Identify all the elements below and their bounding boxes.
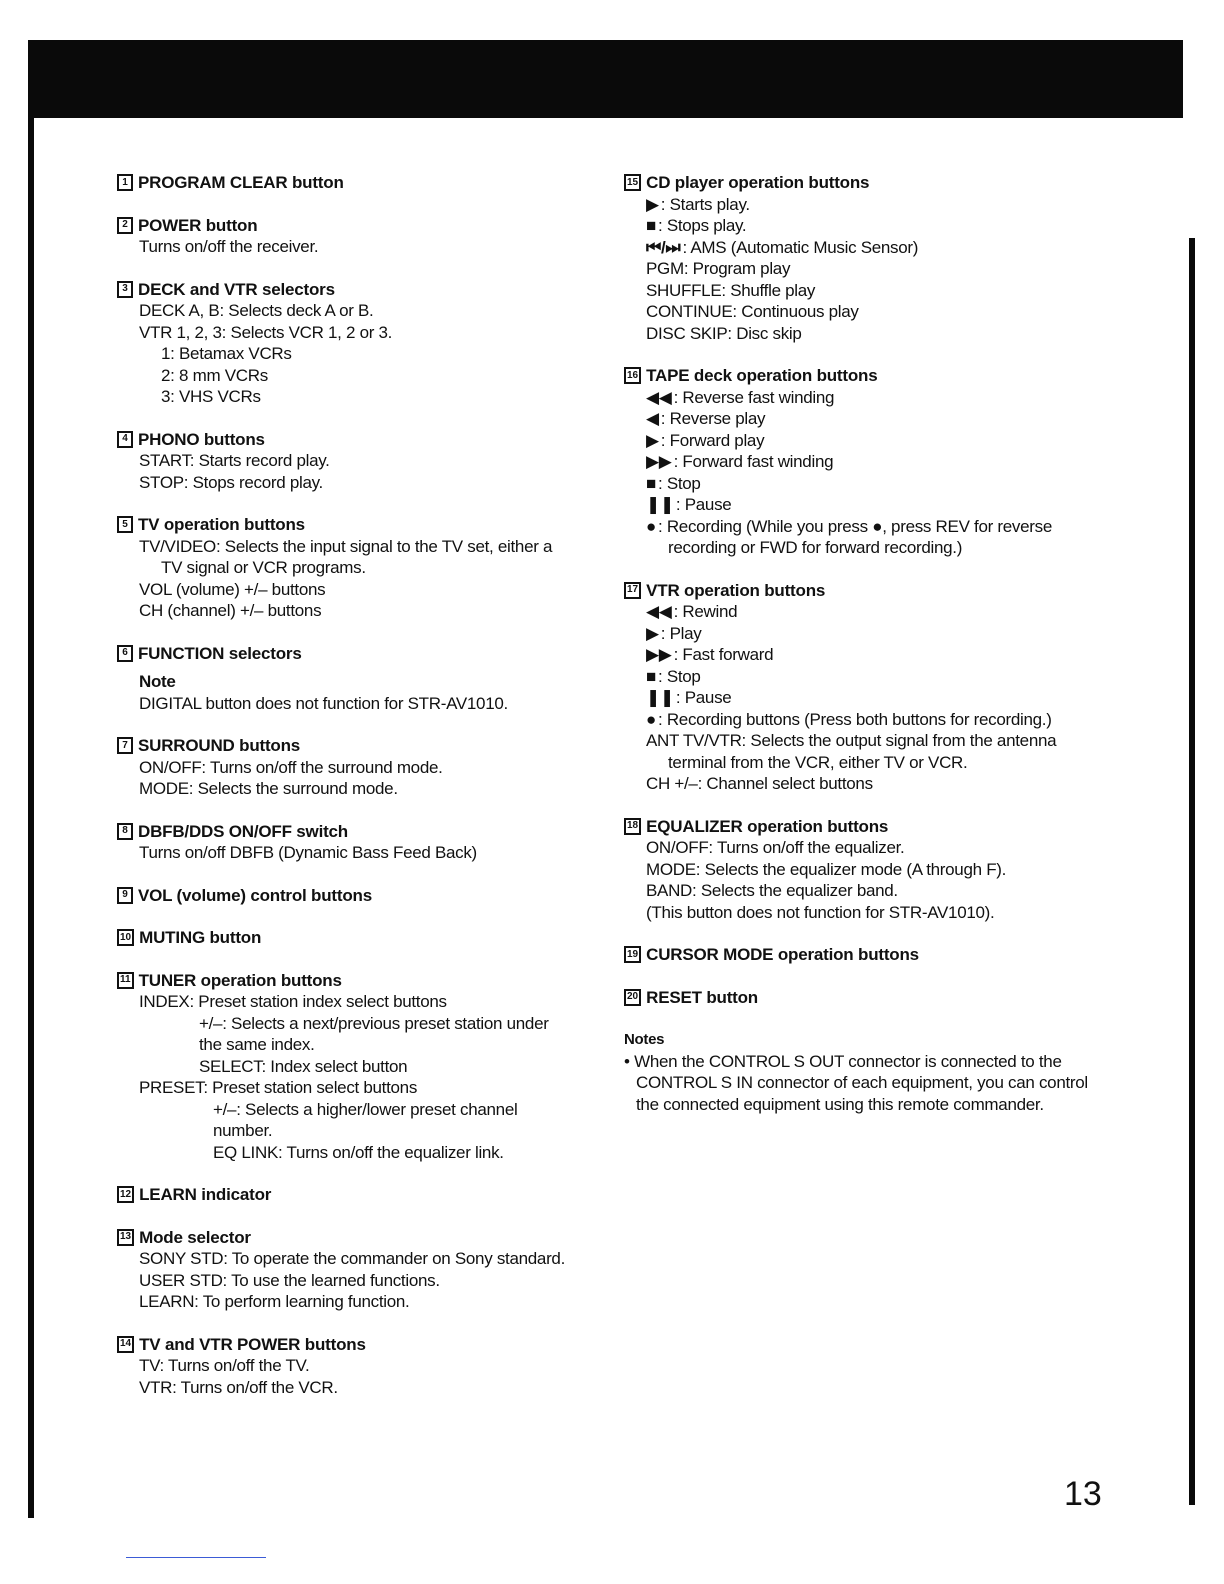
description-text: DISC SKIP: Disc skip: [646, 323, 802, 343]
section-title: PROGRAM CLEAR button: [138, 173, 344, 192]
description-text: : Forward play: [660, 430, 765, 450]
section-body: [117, 1248, 607, 1313]
transport-symbol-icon: ■: [646, 666, 656, 686]
section-title: CD player operation buttons: [646, 173, 870, 192]
section-16: [624, 365, 1104, 559]
section-number-box: 9: [117, 887, 133, 904]
description-line: [139, 1099, 607, 1121]
description-text: 1: Betamax VCRs: [161, 344, 292, 363]
section-14: [117, 1334, 607, 1399]
description-text: PGM: Program play: [646, 259, 791, 278]
description-line: [646, 387, 1104, 409]
section-title: Mode selector: [139, 1227, 251, 1247]
description-line: [139, 757, 607, 779]
description-text: : Stops play.: [657, 216, 747, 235]
section-number-box: 20: [624, 989, 641, 1006]
description-line: [139, 472, 607, 494]
transport-symbol-icon: ▶▶: [646, 645, 672, 664]
section-number-box: 2: [117, 217, 133, 234]
description-line: [139, 450, 607, 472]
section-body: [117, 450, 607, 493]
description-line: [139, 1034, 607, 1056]
description-line: [139, 557, 607, 579]
section-7: [117, 735, 607, 800]
description-text: INDEX: Preset station index select buttons: [139, 992, 447, 1011]
notes-item: • When the CONTROL S OUT connector is connected to the CONTROL S IN connector of each equipment, you can control the connected equipment using this remote commander.: [624, 1051, 1088, 1114]
description-text: (This button does not function for STR-AV1010).: [646, 902, 995, 922]
description-text: EQ LINK: Turns on/off the equalizer link.: [213, 1142, 504, 1162]
section-title: DBFB/DDS ON/OFF switch: [138, 821, 348, 841]
description-line: [646, 902, 1104, 924]
section-heading: [117, 429, 607, 451]
section-title: TV and VTR POWER buttons: [139, 1334, 366, 1354]
section-body: [117, 236, 607, 258]
section-title: MUTING button: [139, 928, 262, 947]
section-heading: [117, 885, 607, 907]
description-text: ON/OFF: Turns on/off the surround mode.: [139, 757, 443, 777]
section-10: [117, 927, 607, 949]
transport-symbol-icon: ■: [646, 473, 656, 493]
description-line: [646, 215, 1104, 237]
section-1: [117, 172, 607, 194]
section-heading: [117, 1227, 607, 1249]
description-text: TV/VIDEO: Selects the input signal to the TV set, either a: [139, 536, 553, 556]
section-body: [117, 757, 607, 800]
section-17: [624, 580, 1104, 795]
description-line: [646, 258, 1104, 280]
description-text: Turns on/off the receiver.: [139, 237, 319, 256]
description-text: DIGITAL button does not function for STR-AV1010.: [139, 693, 508, 713]
section-body: [624, 387, 1104, 559]
description-line: [139, 778, 607, 800]
description-text: number.: [213, 1121, 273, 1140]
section-8: [117, 821, 607, 864]
description-line: [139, 1355, 607, 1377]
section-heading: [624, 944, 1104, 966]
right-sections: [624, 172, 1104, 1008]
description-text: LEARN: To perform learning function.: [139, 1292, 410, 1311]
description-line: [646, 687, 1104, 709]
section-number-box: 15: [624, 174, 641, 191]
section-2: [117, 215, 607, 258]
description-text: : Fast forward: [673, 645, 774, 664]
section-body: [117, 991, 607, 1163]
description-text: : Rewind: [673, 602, 738, 621]
section-heading: [117, 821, 607, 843]
description-text: the same index.: [199, 1035, 315, 1054]
section-number-box: 16: [624, 367, 641, 384]
transport-symbol-icon: ●: [646, 709, 656, 729]
section-18: [624, 816, 1104, 924]
description-line: [139, 1377, 607, 1399]
description-text: VOL (volume) +/– buttons: [139, 579, 326, 599]
section-13: [117, 1227, 607, 1313]
transport-symbol-icon: ◀: [646, 409, 659, 428]
description-text: : Recording (While you press ●, press REV for reverse recording or FWD for forward recording.): [657, 516, 1052, 557]
description-text: : Stop: [657, 666, 701, 686]
description-line: [646, 301, 1104, 323]
description-text: CONTINUE: Continuous play: [646, 302, 859, 321]
description-text: 3: VHS VCRs: [161, 387, 261, 406]
section-body: [117, 1355, 607, 1398]
description-line: [646, 644, 1104, 666]
transport-symbol-icon: ■: [646, 216, 656, 235]
section-body: [624, 601, 1104, 795]
page-number: 13: [1064, 1475, 1102, 1513]
section-title: SURROUND buttons: [138, 736, 301, 755]
section-11: [117, 970, 607, 1164]
right-margin-rule: [1189, 238, 1195, 1505]
section-heading: [117, 643, 607, 665]
description-line: [646, 280, 1104, 302]
transport-symbol-icon: ▶: [646, 430, 659, 450]
section-title: VTR operation buttons: [646, 580, 826, 600]
description-text: STOP: Stops record play.: [139, 472, 323, 492]
section-4: [117, 429, 607, 494]
section-title: DECK and VTR selectors: [138, 279, 335, 299]
description-line: [646, 730, 1104, 752]
description-line: [139, 693, 607, 715]
section-number-box: 7: [117, 737, 133, 754]
transport-symbol-icon: ▶▶: [646, 452, 672, 471]
section-title: POWER button: [138, 215, 258, 235]
description-line: [646, 773, 1104, 795]
section-19: [624, 944, 1104, 966]
description-text: TV signal or VCR programs.: [161, 558, 366, 577]
section-title: LEARN indicator: [139, 1185, 272, 1204]
description-line: [139, 365, 607, 387]
section-title: TAPE deck operation buttons: [646, 366, 878, 385]
description-line: [139, 236, 607, 258]
description-line: [139, 1077, 607, 1099]
section-heading: [117, 1334, 607, 1356]
section-heading: [624, 365, 1104, 387]
section-body: [624, 194, 1104, 345]
description-text: : Starts play.: [660, 194, 750, 214]
description-line: [646, 194, 1104, 216]
transport-symbol-icon: ⏮/⏭: [646, 237, 681, 257]
header-bar: [28, 40, 1183, 118]
description-text: : Pause: [675, 688, 732, 707]
description-text: BAND: Selects the equalizer band.: [646, 881, 898, 900]
description-text: : Pause: [675, 495, 732, 514]
description-text: : Reverse fast winding: [673, 387, 835, 407]
section-20: [624, 987, 1104, 1009]
section-9: [117, 885, 607, 907]
section-number-box: 1: [117, 174, 133, 191]
description-line: [139, 1056, 607, 1078]
section-heading: [117, 927, 607, 949]
section-heading: [117, 970, 607, 992]
transport-symbol-icon: ❚❚: [646, 495, 674, 514]
description-text: MODE: Selects the equalizer mode (A through F).: [646, 859, 1007, 879]
section-heading: [117, 1184, 607, 1206]
description-line: [139, 600, 607, 622]
section-heading: [117, 215, 607, 237]
description-line: [139, 300, 607, 322]
description-line: [646, 430, 1104, 452]
description-line: [139, 1120, 607, 1142]
section-title: TUNER operation buttons: [138, 970, 342, 990]
section-heading: [624, 172, 1104, 194]
description-text: : Play: [660, 623, 702, 643]
description-text: TV: Turns on/off the TV.: [139, 1356, 310, 1375]
description-line: [646, 837, 1104, 859]
description-line: [139, 343, 607, 365]
description-line: [139, 1142, 607, 1164]
description-line: [139, 1013, 607, 1035]
section-heading: [117, 735, 607, 757]
description-text: : Forward fast winding: [673, 452, 834, 471]
section-title: FUNCTION selectors: [138, 643, 302, 663]
section-12: [117, 1184, 607, 1206]
description-text: PRESET: Preset station select buttons: [139, 1078, 418, 1097]
description-text: : Recording buttons (Press both buttons for recording.): [657, 709, 1052, 729]
transport-symbol-icon: ●: [646, 516, 656, 536]
description-text: CH +/–: Channel select buttons: [646, 774, 873, 793]
section-number-box: 19: [624, 946, 641, 963]
section-number-box: 8: [117, 823, 133, 840]
description-line: [646, 451, 1104, 473]
left-margin-rule: [28, 118, 34, 1518]
description-line: [139, 1248, 607, 1270]
description-line: [139, 991, 607, 1013]
section-number-box: 4: [117, 431, 133, 448]
section-number-box: 13: [117, 1229, 134, 1246]
description-line: [646, 623, 1104, 645]
description-line: [139, 322, 607, 344]
description-line: [139, 536, 607, 558]
description-line: [646, 237, 1104, 259]
section-number-box: 6: [117, 645, 133, 662]
description-text: USER STD: To use the learned functions.: [139, 1270, 440, 1290]
section-3: [117, 279, 607, 408]
description-line: [646, 752, 1104, 774]
description-text: +/–: Selects a higher/lower preset channel: [213, 1099, 518, 1119]
description-text: ON/OFF: Turns on/off the equalizer.: [646, 838, 905, 857]
notes-title: Notes: [624, 1031, 665, 1048]
section-title: EQUALIZER operation buttons: [646, 816, 889, 836]
section-number-box: 14: [117, 1336, 134, 1353]
note-title: Note: [139, 672, 176, 691]
description-text: VTR: Turns on/off the VCR.: [139, 1377, 338, 1397]
description-line: [646, 473, 1104, 495]
transport-symbol-icon: ▶: [646, 623, 659, 643]
section-heading: [624, 580, 1104, 602]
section-number-box: 17: [624, 582, 641, 599]
description-line: [646, 880, 1104, 902]
description-line: [139, 579, 607, 601]
description-line: [139, 842, 607, 864]
description-text: terminal from the VCR, either TV or VCR.: [668, 752, 968, 772]
transport-symbol-icon: ❚❚: [646, 688, 674, 707]
section-number-box: 12: [117, 1186, 134, 1203]
bottom-link-line: [126, 1557, 266, 1558]
section-heading: [624, 987, 1104, 1009]
section-title: CURSOR MODE operation buttons: [646, 945, 919, 964]
description-text: : Reverse play: [660, 409, 766, 428]
section-body: [117, 300, 607, 408]
transport-symbol-icon: ◀◀: [646, 602, 672, 621]
description-text: VTR 1, 2, 3: Selects VCR 1, 2 or 3.: [139, 322, 393, 342]
description-line: [646, 408, 1104, 430]
description-text: MODE: Selects the surround mode.: [139, 779, 398, 798]
section-title: TV operation buttons: [138, 515, 305, 534]
description-text: +/–: Selects a next/previous preset station under: [199, 1013, 549, 1033]
section-body: [624, 837, 1104, 923]
description-text: SELECT: Index select button: [199, 1056, 408, 1076]
description-line: [646, 494, 1104, 516]
section-title: VOL (volume) control buttons: [138, 885, 372, 905]
description-line: [139, 1270, 607, 1292]
section-5: [117, 514, 607, 622]
description-text: : Stop: [657, 473, 701, 493]
section-heading: [624, 816, 1104, 838]
transport-symbol-icon: ▶: [646, 194, 659, 214]
description-text: 2: 8 mm VCRs: [161, 365, 268, 385]
section-number-box: 18: [624, 818, 641, 835]
description-line: [646, 516, 1104, 559]
section-heading: [117, 172, 607, 194]
section-title: RESET button: [646, 987, 758, 1007]
transport-symbol-icon: ◀◀: [646, 387, 672, 407]
description-text: ANT TV/VTR: Selects the output signal from the antenna: [646, 731, 1057, 750]
description-line: [139, 1291, 607, 1313]
description-line: [646, 709, 1104, 731]
description-text: DECK A, B: Selects deck A or B.: [139, 301, 374, 320]
section-number-box: 5: [117, 516, 133, 533]
description-text: : AMS (Automatic Music Sensor): [682, 237, 919, 257]
section-6: [117, 643, 607, 715]
section-heading: [117, 279, 607, 301]
description-text: SONY STD: To operate the commander on Sony standard.: [139, 1249, 566, 1268]
description-text: Turns on/off DBFB (Dynamic Bass Feed Back): [139, 843, 477, 862]
section-number-box: 11: [117, 972, 134, 989]
section-15: [624, 172, 1104, 344]
section-body: [117, 536, 607, 622]
section-number-box: 10: [117, 929, 134, 946]
left-column: [117, 172, 607, 1419]
right-column: [624, 172, 1104, 1115]
section-heading: [117, 514, 607, 536]
description-text: START: Starts record play.: [139, 451, 330, 470]
section-body: [117, 671, 607, 714]
description-line: [646, 323, 1104, 345]
notes-block: [624, 1029, 1104, 1115]
section-title: PHONO buttons: [138, 429, 265, 449]
description-line: [646, 666, 1104, 688]
description-text: CH (channel) +/– buttons: [139, 601, 322, 620]
section-number-box: 3: [117, 281, 133, 298]
description-line: [646, 859, 1104, 881]
description-line: [646, 601, 1104, 623]
description-text: SHUFFLE: Shuffle play: [646, 280, 816, 300]
section-body: [117, 842, 607, 864]
description-line: [139, 386, 607, 408]
